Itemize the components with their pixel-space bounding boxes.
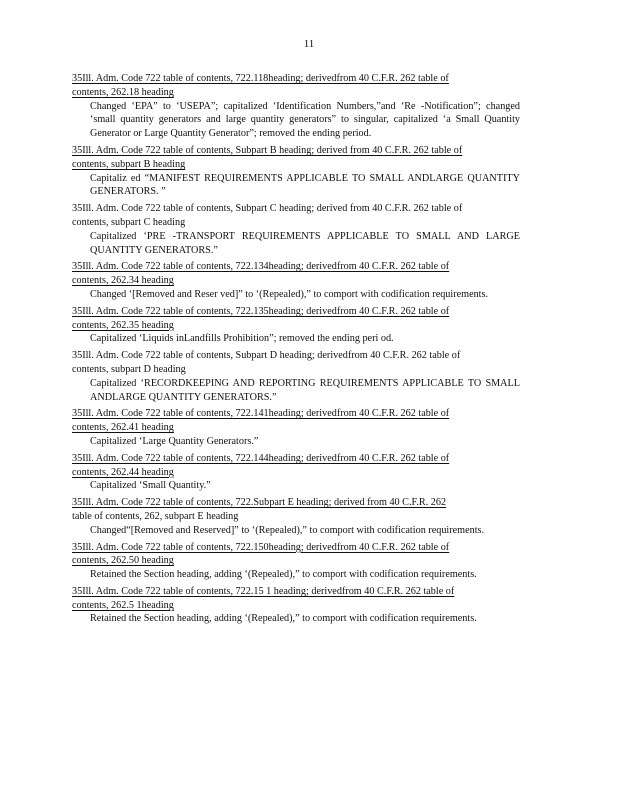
entry	[72, 144, 540, 199]
entry-heading-line2: contents, 262.35 heading	[72, 319, 174, 331]
entry-description: Changed ‘[Removed and Reser ved]” to ‘(Repealed),” to comport with codification requirements.	[90, 288, 489, 300]
entry-heading-line2: contents, 262.50 heading	[72, 555, 174, 567]
entry	[72, 496, 540, 537]
entry-heading-line2: contents, 262.44 heading	[72, 466, 174, 478]
entry-description: Retained the Section heading, adding ‘(Repealed),” to comport with codification requirements.	[90, 613, 477, 625]
entry	[72, 260, 540, 301]
entry-description: Capitalized ‘Large Quantity Generators.”	[90, 435, 259, 447]
entry-heading-line1: 35Ill. Adm. Code 722 table of contents, 722.118heading; derivedfrom 40 C.F.R. 262 table of	[72, 73, 449, 84]
entry-heading-line2: contents, subpart B heading	[72, 158, 186, 170]
entry	[72, 349, 540, 404]
entry-heading-line2: table of contents, 262, subpart E heading	[72, 510, 239, 522]
entry-description: Changed“[Removed and Reserved]” to ‘(Repealed),” to comport with codification requirements.	[90, 524, 485, 536]
entry-heading	[72, 72, 540, 100]
entries-list	[72, 72, 540, 629]
entry-description: Capitaliz ed “MANIFEST REQUIREMENTS APPLICABLE TO SMALL ANDLARGE QUANTITY GENERATORS. ”	[90, 172, 520, 198]
entry-heading	[72, 260, 540, 288]
entry-heading	[72, 585, 540, 613]
entry-heading	[72, 144, 540, 172]
entry-heading-line1: 35Ill. Adm. Code 722 table of contents, 722.135heading; derivedfrom 40 C.F.R. 262 table of	[72, 305, 450, 317]
entry-heading	[72, 452, 540, 480]
entry-heading	[72, 541, 540, 569]
entry	[72, 72, 540, 141]
entry	[72, 585, 540, 626]
entry-heading-line1: 35Ill. Adm. Code 722 table of contents, 722.15 1 heading; derivedfrom 40 C.F.R. 262 table of	[72, 585, 455, 597]
entry-description: Retained the Section heading, adding ‘(Repealed),” to comport with codification requirements.	[90, 569, 477, 581]
entry-description: Capitalized ‘Small Quantity.”	[90, 480, 211, 492]
entry	[72, 305, 540, 346]
entry-description: Capitalized ‘Liquids inLandfills Prohibition”; removed the ending peri od.	[90, 333, 394, 345]
entry-heading-line2: contents, 262.5 1heading	[72, 599, 174, 611]
entry-heading-line1: 35Ill. Adm. Code 722 table of contents, Subpart D heading; derivedfrom 40 C.F.R. 262 table of	[72, 350, 461, 362]
entry-heading-line1: 35Ill. Adm. Code 722 table of contents, 722.141heading; derivedfrom 40 C.F.R. 262 table of	[72, 408, 450, 420]
entry-heading-line1: 35Ill. Adm. Code 722 table of contents, 722.134heading; derivedfrom 40 C.F.R. 262 table of	[72, 261, 450, 273]
entry-heading-line2: contents, subpart D heading	[72, 363, 186, 375]
entry-heading-line2: contents, 262.18 heading	[72, 86, 174, 98]
entry-heading-line1: 35Ill. Adm. Code 722 table of contents, 722.150heading; derivedfrom 40 C.F.R. 262 table of	[72, 541, 450, 553]
entry-heading	[72, 407, 540, 435]
entry-heading	[72, 305, 540, 333]
entry-description: Capitalized ‘PRE -TRANSPORT REQUIREMENTS APPLICABLE TO SMALL AND LARGE QUANTITY GENERATORS.”	[90, 230, 520, 256]
entry	[72, 202, 540, 257]
entry	[72, 452, 540, 493]
entry-heading-line1: 35Ill. Adm. Code 722 table of contents, 722.Subpart E heading; derived from 40 C.F.R. 262	[72, 497, 447, 509]
entry-heading	[72, 202, 540, 230]
entry-heading-line2: contents, 262.41 heading	[72, 422, 174, 434]
entry-description: Capitalized ‘RECORDKEEPING AND REPORTING REQUIREMENTS APPLICABLE TO SMALL ANDLARGE QUANTITY GENERATORS.”	[90, 377, 520, 403]
entry-heading-line1: 35Ill. Adm. Code 722 table of contents, Subpart B heading; derived from 40 C.F.R. 262 table of	[72, 144, 463, 156]
entry-heading	[72, 349, 540, 377]
entry-heading	[72, 496, 540, 524]
entry-heading-line2: contents, 262.34 heading	[72, 275, 174, 287]
entry	[72, 541, 540, 582]
entry-heading-line1: 35Ill. Adm. Code 722 table of contents, 722.144heading; derivedfrom 40 C.F.R. 262 table of	[72, 452, 450, 464]
entry-description: Changed ‘EPA” to ‘USEPA”; capitalized ‘Identification Numbers,”and ‘Re -Notification”; changed ‘small quantity generators and large quantity generators” to singular, capitalized ‘a Small Quantity Generator or Large Quantity Generator”; removed the ending period.	[90, 100, 520, 140]
entry-heading-line2: contents, subpart C heading	[72, 216, 186, 228]
entry	[72, 407, 540, 448]
entry-heading-line1: 35Ill. Adm. Code 722 table of contents, Subpart C heading; derived from 40 C.F.R. 262 table of	[72, 203, 463, 215]
page-number: 11	[303, 38, 315, 50]
